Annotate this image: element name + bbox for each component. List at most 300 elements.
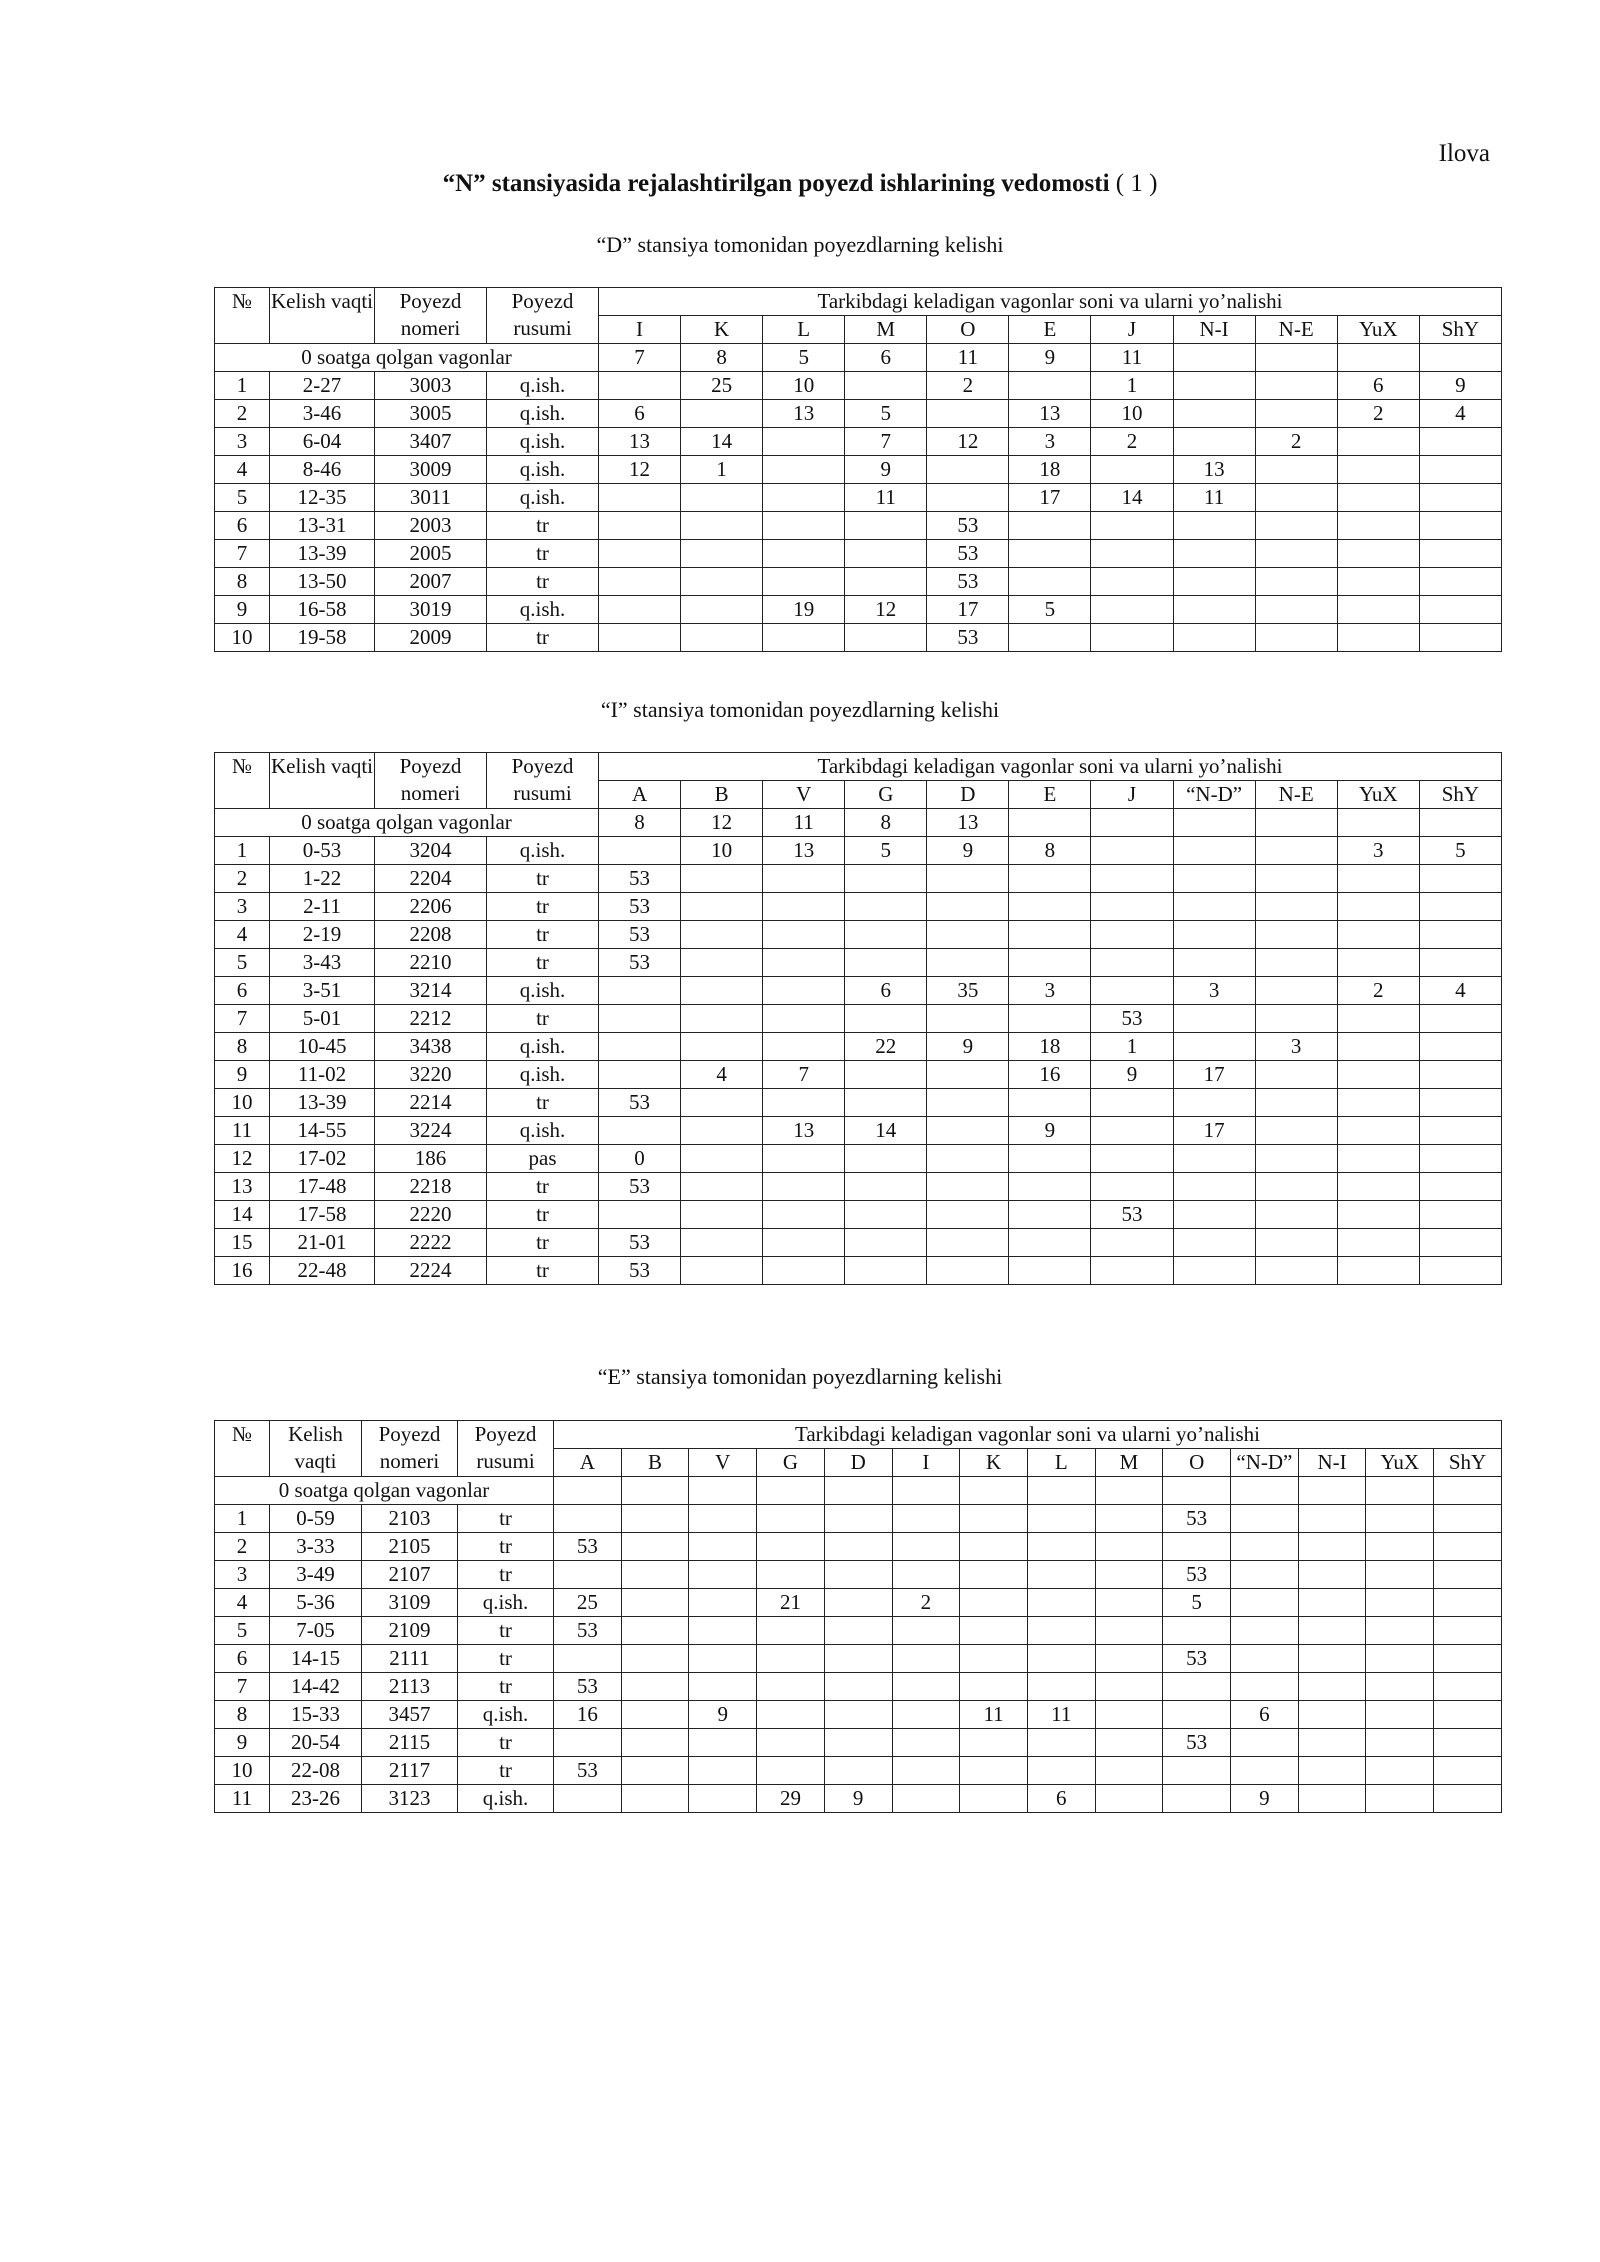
wagon-count xyxy=(681,1005,763,1033)
wagon-count: 6 xyxy=(1231,1701,1299,1729)
wagon-count xyxy=(681,893,763,921)
wagon-count xyxy=(757,1505,825,1533)
train-number: 2107 xyxy=(362,1561,458,1589)
wagon-count xyxy=(689,1505,757,1533)
arrival-time: 15-33 xyxy=(270,1701,362,1729)
wagon-count xyxy=(1163,1533,1231,1561)
wagon-count xyxy=(1434,1785,1502,1813)
wagon-count xyxy=(1231,1533,1299,1561)
wagon-count: 21 xyxy=(757,1589,825,1617)
wagon-count xyxy=(845,1089,927,1117)
wagon-count xyxy=(681,624,763,652)
table-row xyxy=(215,1089,1502,1117)
wagon-count xyxy=(599,1117,681,1145)
wagon-count: 8 xyxy=(1009,837,1091,865)
wagon-count xyxy=(1231,1505,1299,1533)
wagon-count xyxy=(1298,1729,1366,1757)
wagon-count xyxy=(599,1005,681,1033)
train-type: tr xyxy=(458,1673,554,1701)
wagon-count xyxy=(1298,1785,1366,1813)
header-tarkib: Tarkibdagi keladigan vagonlar soni va ularni yo’nalishi xyxy=(599,753,1502,781)
direction-header: YuX xyxy=(1366,1449,1434,1477)
wagon-count xyxy=(845,865,927,893)
table-row xyxy=(215,1033,1502,1061)
wagon-count xyxy=(1091,596,1173,624)
row-number: 2 xyxy=(215,865,270,893)
train-type: tr xyxy=(458,1729,554,1757)
row-number: 3 xyxy=(215,1561,270,1589)
direction-header: A xyxy=(554,1449,622,1477)
header-poyezd-nomeri: Poyezd nomeri xyxy=(375,288,487,344)
arrival-time: 14-15 xyxy=(270,1645,362,1673)
wagon-count: 53 xyxy=(927,540,1009,568)
wagon-count xyxy=(621,1505,689,1533)
train-number: 3407 xyxy=(375,428,487,456)
zero-hour-value: 5 xyxy=(763,344,845,372)
direction-header: D xyxy=(824,1449,892,1477)
wagon-count xyxy=(845,1173,927,1201)
wagon-count xyxy=(621,1701,689,1729)
header-row xyxy=(215,288,1502,316)
table-e-station xyxy=(214,1420,1502,1813)
wagon-count xyxy=(681,921,763,949)
zero-hour-value xyxy=(892,1477,960,1505)
zero-hour-value xyxy=(1337,344,1419,372)
wagon-count xyxy=(1298,1589,1366,1617)
table-row xyxy=(215,893,1502,921)
wagon-count: 13 xyxy=(763,837,845,865)
train-number: 2210 xyxy=(375,949,487,977)
wagon-count xyxy=(1163,1701,1231,1729)
table-1-subtitle: “D” stansiya tomonidan poyezdlarning kelishi xyxy=(596,232,1004,257)
wagon-count xyxy=(1337,1089,1419,1117)
direction-header: D xyxy=(927,781,1009,809)
wagon-count: 1 xyxy=(1091,1033,1173,1061)
wagon-count xyxy=(1095,1785,1163,1813)
wagon-count xyxy=(681,484,763,512)
wagon-count xyxy=(1337,921,1419,949)
wagon-count xyxy=(1009,372,1091,400)
wagon-count xyxy=(1337,484,1419,512)
wagon-count xyxy=(1298,1757,1366,1785)
header-kelish-vaqti: Kelish vaqti xyxy=(270,753,375,809)
train-number: 3005 xyxy=(375,400,487,428)
arrival-time: 2-27 xyxy=(270,372,375,400)
wagon-count xyxy=(1434,1561,1502,1589)
zero-hour-value xyxy=(1298,1477,1366,1505)
wagon-count xyxy=(1419,1033,1501,1061)
wagon-count xyxy=(599,568,681,596)
wagon-count xyxy=(763,1201,845,1229)
wagon-count xyxy=(1009,540,1091,568)
wagon-count xyxy=(960,1729,1028,1757)
wagon-count xyxy=(681,1229,763,1257)
wagon-count xyxy=(1091,1229,1173,1257)
zero-hour-row xyxy=(215,344,1502,372)
arrival-time: 22-08 xyxy=(270,1757,362,1785)
zero-hour-value: 8 xyxy=(599,809,681,837)
wagon-count xyxy=(1337,865,1419,893)
train-number: 3011 xyxy=(375,484,487,512)
wagon-count xyxy=(554,1785,622,1813)
train-number: 2005 xyxy=(375,540,487,568)
wagon-count: 53 xyxy=(927,512,1009,540)
wagon-count: 6 xyxy=(1337,372,1419,400)
table-row xyxy=(215,1257,1502,1285)
table-row xyxy=(215,624,1502,652)
zero-hour-row xyxy=(215,1477,1502,1505)
arrival-time: 3-49 xyxy=(270,1561,362,1589)
header-tarkib: Tarkibdagi keladigan vagonlar soni va ularni yo’nalishi xyxy=(599,288,1502,316)
wagon-count xyxy=(845,893,927,921)
wagon-count xyxy=(892,1645,960,1673)
train-number: 2113 xyxy=(362,1673,458,1701)
wagon-count xyxy=(1163,1757,1231,1785)
arrival-time: 3-51 xyxy=(270,977,375,1005)
row-number: 4 xyxy=(215,921,270,949)
wagon-count xyxy=(757,1729,825,1757)
wagon-count xyxy=(681,1089,763,1117)
wagon-count: 3 xyxy=(1337,837,1419,865)
wagon-count xyxy=(1419,512,1501,540)
direction-header: V xyxy=(763,781,845,809)
wagon-count xyxy=(1337,1229,1419,1257)
wagon-count xyxy=(927,1173,1009,1201)
zero-hour-value xyxy=(824,1477,892,1505)
wagon-count xyxy=(1173,400,1255,428)
arrival-time: 0-53 xyxy=(270,837,375,865)
wagon-count xyxy=(1366,1673,1434,1701)
wagon-count: 2 xyxy=(1255,428,1337,456)
train-number: 2224 xyxy=(375,1257,487,1285)
wagon-count xyxy=(1091,949,1173,977)
train-type: tr xyxy=(458,1757,554,1785)
title-number: ( 1 ) xyxy=(1109,170,1158,197)
wagon-count xyxy=(681,1201,763,1229)
header-row xyxy=(215,1421,1502,1449)
wagon-count xyxy=(1231,1673,1299,1701)
train-type: tr xyxy=(458,1533,554,1561)
row-number: 11 xyxy=(215,1785,270,1813)
train-number: 2222 xyxy=(375,1229,487,1257)
zero-hour-label: 0 soatga qolgan vagonlar xyxy=(215,1477,554,1505)
arrival-time: 22-48 xyxy=(270,1257,375,1285)
row-number: 7 xyxy=(215,1005,270,1033)
zero-hour-value xyxy=(1027,1477,1095,1505)
wagon-count xyxy=(763,949,845,977)
wagon-count xyxy=(1095,1533,1163,1561)
wagon-count xyxy=(1434,1505,1502,1533)
wagon-count xyxy=(1337,1061,1419,1089)
wagon-count xyxy=(763,1145,845,1173)
wagon-count: 13 xyxy=(1009,400,1091,428)
wagon-count xyxy=(763,1173,845,1201)
wagon-count xyxy=(1163,1785,1231,1813)
table-2-subtitle: “I” stansiya tomonidan poyezdlarning kelishi xyxy=(600,697,1000,722)
wagon-count xyxy=(927,865,1009,893)
wagon-count xyxy=(1337,1145,1419,1173)
direction-header: L xyxy=(763,316,845,344)
wagon-count: 53 xyxy=(1163,1505,1231,1533)
wagon-count xyxy=(621,1729,689,1757)
train-type: tr xyxy=(487,540,599,568)
wagon-count xyxy=(1173,568,1255,596)
wagon-count xyxy=(599,372,681,400)
table-row xyxy=(215,1617,1502,1645)
direction-header: J xyxy=(1091,781,1173,809)
zero-hour-value: 6 xyxy=(845,344,927,372)
wagon-count xyxy=(757,1757,825,1785)
table-i-station xyxy=(214,752,1502,1285)
table-row xyxy=(215,512,1502,540)
header-no: № xyxy=(215,1421,270,1477)
wagon-count: 2 xyxy=(1337,977,1419,1005)
wagon-count: 53 xyxy=(599,1089,681,1117)
zero-hour-value xyxy=(1419,344,1501,372)
wagon-count xyxy=(1231,1729,1299,1757)
wagon-count xyxy=(763,512,845,540)
wagon-count: 3 xyxy=(1009,977,1091,1005)
table-row xyxy=(215,540,1502,568)
wagon-count: 1 xyxy=(1091,372,1173,400)
wagon-count xyxy=(1337,596,1419,624)
wagon-count: 17 xyxy=(1009,484,1091,512)
wagon-count xyxy=(1009,1201,1091,1229)
zero-hour-value xyxy=(1255,809,1337,837)
train-type: pas xyxy=(487,1145,599,1173)
wagon-count: 29 xyxy=(757,1785,825,1813)
row-number: 5 xyxy=(215,949,270,977)
wagon-count xyxy=(1231,1589,1299,1617)
header-tarkib: Tarkibdagi keladigan vagonlar soni va ularni yo’nalishi xyxy=(554,1421,1502,1449)
train-type: tr xyxy=(487,921,599,949)
wagon-count xyxy=(1255,1201,1337,1229)
wagon-count xyxy=(845,540,927,568)
wagon-count xyxy=(763,977,845,1005)
wagon-count: 16 xyxy=(554,1701,622,1729)
arrival-time: 19-58 xyxy=(270,624,375,652)
wagon-count xyxy=(1337,456,1419,484)
wagon-count xyxy=(681,568,763,596)
direction-header: B xyxy=(621,1449,689,1477)
row-number: 3 xyxy=(215,893,270,921)
zero-hour-label: 0 soatga qolgan vagonlar xyxy=(215,809,599,837)
wagon-count xyxy=(1173,921,1255,949)
wagon-count xyxy=(1434,1589,1502,1617)
wagon-count xyxy=(1337,512,1419,540)
train-type: tr xyxy=(458,1505,554,1533)
row-number: 16 xyxy=(215,1257,270,1285)
table-row xyxy=(215,456,1502,484)
wagon-count: 12 xyxy=(599,456,681,484)
wagon-count xyxy=(927,893,1009,921)
wagon-count: 6 xyxy=(599,400,681,428)
zero-hour-value: 13 xyxy=(927,809,1009,837)
wagon-count xyxy=(1419,456,1501,484)
arrival-time: 8-46 xyxy=(270,456,375,484)
wagon-count xyxy=(554,1729,622,1757)
header-poyezd-nomeri: Poyezd nomeri xyxy=(362,1421,458,1477)
train-number: 3438 xyxy=(375,1033,487,1061)
wagon-count: 53 xyxy=(599,1229,681,1257)
row-number: 10 xyxy=(215,1757,270,1785)
train-type: q.ish. xyxy=(487,596,599,624)
wagon-count: 2 xyxy=(1337,400,1419,428)
wagon-count xyxy=(1091,1173,1173,1201)
wagon-count xyxy=(1298,1617,1366,1645)
arrival-time: 5-36 xyxy=(270,1589,362,1617)
table-row xyxy=(215,1645,1502,1673)
wagon-count xyxy=(763,624,845,652)
wagon-count xyxy=(960,1673,1028,1701)
direction-header: O xyxy=(927,316,1009,344)
wagon-count: 13 xyxy=(763,1117,845,1145)
wagon-count: 6 xyxy=(1027,1785,1095,1813)
table-row xyxy=(215,1729,1502,1757)
arrival-time: 7-05 xyxy=(270,1617,362,1645)
wagon-count xyxy=(599,624,681,652)
direction-header: N-E xyxy=(1255,316,1337,344)
wagon-count xyxy=(599,977,681,1005)
wagon-count: 35 xyxy=(927,977,1009,1005)
train-type: tr xyxy=(458,1561,554,1589)
wagon-count xyxy=(1173,1257,1255,1285)
wagon-count xyxy=(892,1701,960,1729)
wagon-count xyxy=(1027,1673,1095,1701)
wagon-count xyxy=(1337,1201,1419,1229)
wagon-count xyxy=(1027,1729,1095,1757)
direction-header: “N-D” xyxy=(1173,781,1255,809)
wagon-count xyxy=(1419,1117,1501,1145)
wagon-count xyxy=(1419,1229,1501,1257)
wagon-count: 13 xyxy=(599,428,681,456)
wagon-count xyxy=(960,1533,1028,1561)
table-row xyxy=(215,865,1502,893)
wagon-count: 14 xyxy=(1091,484,1173,512)
wagon-count: 53 xyxy=(599,1173,681,1201)
direction-header: E xyxy=(1009,316,1091,344)
zero-hour-value xyxy=(1173,809,1255,837)
wagon-count xyxy=(763,1005,845,1033)
wagon-count xyxy=(599,512,681,540)
train-type: q.ish. xyxy=(487,837,599,865)
wagon-count xyxy=(1095,1729,1163,1757)
wagon-count xyxy=(1434,1673,1502,1701)
wagon-count xyxy=(1419,1089,1501,1117)
wagon-count xyxy=(892,1505,960,1533)
wagon-count xyxy=(1255,893,1337,921)
table-row xyxy=(215,484,1502,512)
wagon-count xyxy=(1009,893,1091,921)
wagon-count xyxy=(1009,865,1091,893)
wagon-count xyxy=(1173,865,1255,893)
wagon-count xyxy=(757,1645,825,1673)
wagon-count: 0 xyxy=(599,1145,681,1173)
wagon-count xyxy=(1366,1645,1434,1673)
wagon-count: 53 xyxy=(599,893,681,921)
wagon-count: 18 xyxy=(1009,456,1091,484)
wagon-count xyxy=(1173,596,1255,624)
arrival-time: 13-31 xyxy=(270,512,375,540)
wagon-count xyxy=(1009,921,1091,949)
arrival-time: 3-46 xyxy=(270,400,375,428)
wagon-count xyxy=(892,1617,960,1645)
row-number: 9 xyxy=(215,1061,270,1089)
wagon-count: 53 xyxy=(927,568,1009,596)
wagon-count xyxy=(1009,624,1091,652)
table-row xyxy=(215,977,1502,1005)
wagon-count: 53 xyxy=(1163,1729,1231,1757)
direction-header: A xyxy=(599,781,681,809)
direction-header: J xyxy=(1091,316,1173,344)
wagon-count xyxy=(1027,1561,1095,1589)
row-number: 2 xyxy=(215,1533,270,1561)
wagon-count xyxy=(824,1729,892,1757)
wagon-count xyxy=(960,1617,1028,1645)
wagon-count xyxy=(554,1645,622,1673)
wagon-count xyxy=(1163,1673,1231,1701)
wagon-count: 9 xyxy=(927,1033,1009,1061)
wagon-count xyxy=(757,1533,825,1561)
wagon-count xyxy=(1337,624,1419,652)
train-number: 3009 xyxy=(375,456,487,484)
row-number: 10 xyxy=(215,624,270,652)
wagon-count: 5 xyxy=(845,837,927,865)
wagon-count xyxy=(1366,1617,1434,1645)
wagon-count: 5 xyxy=(845,400,927,428)
row-number: 6 xyxy=(215,1645,270,1673)
wagon-count xyxy=(1419,568,1501,596)
wagon-count xyxy=(1337,1257,1419,1285)
header-poyezd-rusumi: Poyezd rusumi xyxy=(487,753,599,809)
wagon-count xyxy=(892,1729,960,1757)
wagon-count xyxy=(621,1617,689,1645)
row-number: 7 xyxy=(215,1673,270,1701)
wagon-count xyxy=(1337,540,1419,568)
wagon-count xyxy=(1091,977,1173,1005)
table-row xyxy=(215,1061,1502,1089)
wagon-count: 16 xyxy=(1009,1061,1091,1089)
wagon-count xyxy=(927,1089,1009,1117)
row-number: 1 xyxy=(215,1505,270,1533)
row-number: 9 xyxy=(215,596,270,624)
wagon-count xyxy=(1298,1645,1366,1673)
wagon-count xyxy=(824,1673,892,1701)
wagon-count xyxy=(1366,1589,1434,1617)
wagon-count xyxy=(1173,540,1255,568)
wagon-count xyxy=(927,1257,1009,1285)
wagon-count xyxy=(1255,540,1337,568)
table-row xyxy=(215,921,1502,949)
wagon-count xyxy=(1009,1005,1091,1033)
title-bold: “N” stansiyasida rejalashtirilgan poyezd ishlarining vedomosti xyxy=(442,170,1110,197)
arrival-time: 23-26 xyxy=(270,1785,362,1813)
train-number: 2214 xyxy=(375,1089,487,1117)
wagon-count: 25 xyxy=(554,1589,622,1617)
arrival-time: 3-33 xyxy=(270,1533,362,1561)
wagon-count xyxy=(681,1033,763,1061)
wagon-count: 6 xyxy=(845,977,927,1005)
wagon-count xyxy=(1298,1701,1366,1729)
wagon-count xyxy=(1095,1757,1163,1785)
wagon-count xyxy=(845,568,927,596)
wagon-count: 22 xyxy=(845,1033,927,1061)
wagon-count xyxy=(1173,837,1255,865)
wagon-count xyxy=(554,1561,622,1589)
wagon-count: 9 xyxy=(1419,372,1501,400)
wagon-count xyxy=(1095,1701,1163,1729)
wagon-count xyxy=(1173,1201,1255,1229)
